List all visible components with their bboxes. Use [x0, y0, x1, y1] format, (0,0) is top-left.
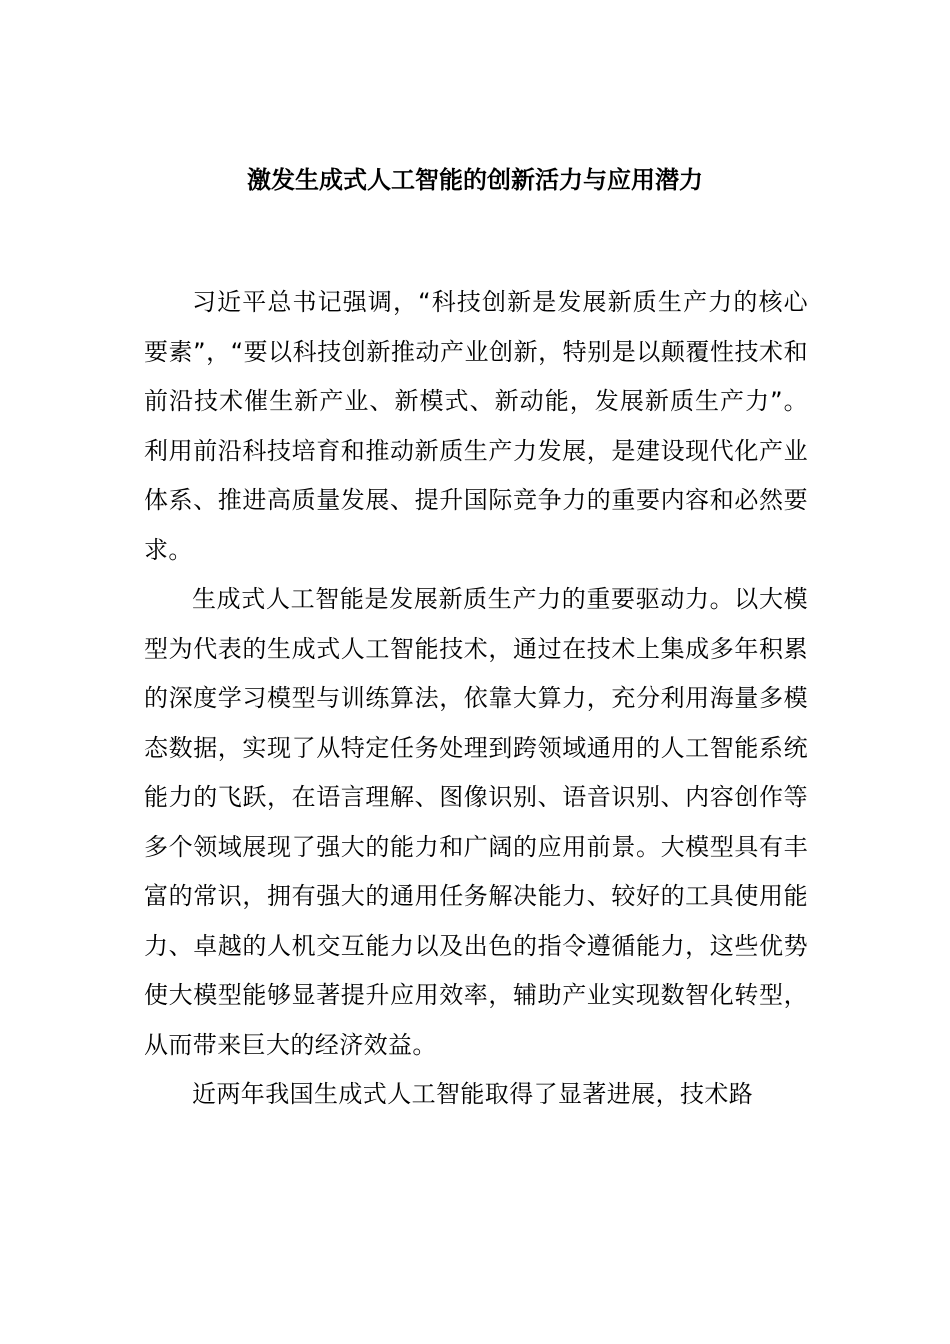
- paragraph-3: 近两年我国生成式人工智能取得了显著进展，技术路: [192, 1080, 754, 1108]
- document-body: [144, 278, 808, 1120]
- document-title: 激发生成式人工智能的创新活力与应用潜力: [247, 166, 703, 194]
- paragraph-1: 习近平总书记强调，“科技创新是发展新质生产力的核心要素”，“要以科技创新推动产业创新，特别是以颠覆性技术和前沿技术催生新产业、新模式、新动能，发展新质生产力”。利用前沿科技培育和推动新质生产力发展，是建设现代化产业体系、推进高质量发展、提升国际竞争力的重要内容和必然要求。: [144, 288, 808, 564]
- paragraph-2: 生成式人工智能是发展新质生产力的重要驱动力。以大模型为代表的生成式人工智能技术，通过在技术上集成多年积累的深度学习模型与训练算法，依靠大算力，充分利用海量多模态数据，实现了从特定任务处理到跨领域通用的人工智能系统能力的飞跃，在语言理解、图像识别、语音识别、内容创作等多个领域展现了强大的能力和广阔的应用前景。大模型具有丰富的常识，拥有强大的通用任务解决能力、较好的工具使用能力、卓越的人机交互能力以及出色的指令遵循能力，这些优势使大模型能够显著提升应用效率，辅助产业实现数智化转型，从而带来巨大的经济效益。: [144, 585, 808, 1059]
